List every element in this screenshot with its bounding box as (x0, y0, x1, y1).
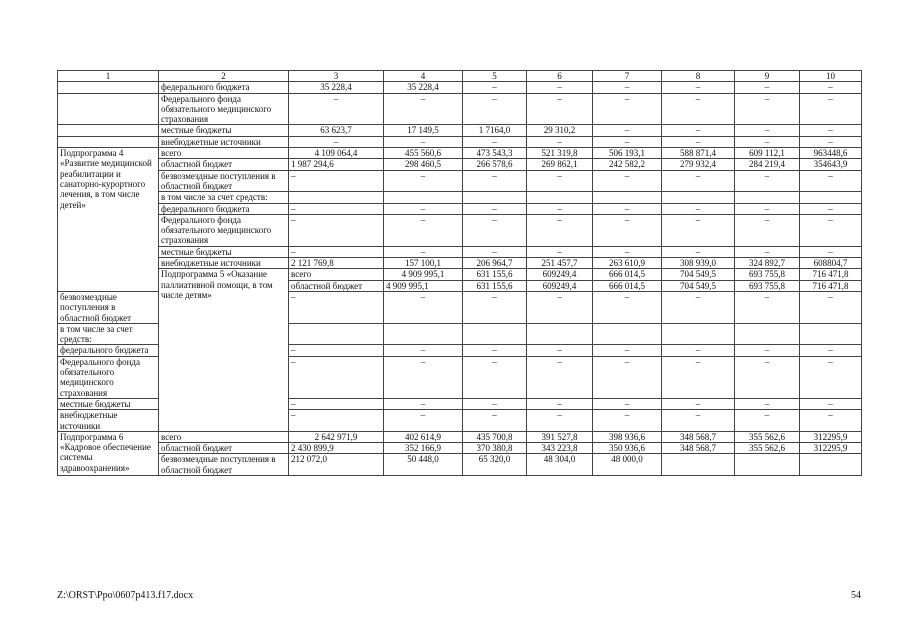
program-cell: местные бюджеты (159, 246, 289, 257)
table-row (58, 159, 862, 170)
value-cell: 263 610,9 (593, 258, 662, 269)
value-cell: 716 471,8 (800, 280, 862, 291)
col-header: 2 (159, 71, 289, 82)
value-cell: 35 228,4 (384, 82, 463, 93)
value-cell: 693 755,8 (735, 269, 800, 280)
funding-source-label: – (289, 203, 384, 214)
file-path: Z:\ORST\Ppo\0607p413.f17.docx (57, 590, 194, 601)
value-cell: 352 166,9 (384, 443, 463, 454)
value-cell: 312295,9 (800, 443, 862, 454)
value-cell: 348 568,7 (662, 443, 735, 454)
value-cell: 398 936,6 (593, 431, 662, 442)
value-cell: 157 100,1 (384, 258, 463, 269)
value-cell: 609 112,1 (735, 148, 800, 159)
budget-table (57, 70, 862, 476)
value-cell: – (384, 170, 463, 192)
value-cell (662, 323, 735, 345)
value-cell: – (593, 93, 662, 125)
value-cell: – (735, 125, 800, 136)
value-cell: 279 932,4 (662, 159, 735, 170)
value-cell: – (289, 136, 384, 147)
value-cell: 312295,9 (800, 431, 862, 442)
value-cell: – (463, 136, 527, 147)
value-cell: – (662, 356, 735, 398)
value-cell: – (527, 136, 593, 147)
value-cell: 1 7164,0 (463, 125, 527, 136)
value-cell: 251 457,7 (527, 258, 593, 269)
value-cell (662, 192, 735, 203)
value-cell: – (735, 93, 800, 125)
value-cell: – (800, 246, 862, 257)
table-row (58, 82, 862, 93)
value-cell: – (735, 170, 800, 192)
value-cell: – (463, 203, 527, 214)
value-cell: – (593, 125, 662, 136)
table-row (58, 125, 862, 136)
table-row (58, 269, 862, 280)
value-cell: – (662, 214, 735, 246)
funding-source-label: – (289, 398, 384, 409)
value-cell: – (800, 345, 862, 356)
value-cell: – (593, 170, 662, 192)
value-cell: – (662, 203, 735, 214)
value-cell: – (735, 203, 800, 214)
value-cell: 963448,6 (800, 148, 862, 159)
value-cell: – (463, 398, 527, 409)
col-header: 10 (800, 71, 862, 82)
value-cell: 48 000,0 (593, 454, 662, 476)
program-cell: местные бюджеты (58, 398, 159, 409)
value-cell: – (384, 345, 463, 356)
value-cell: 298 460,5 (384, 159, 463, 170)
value-cell: – (384, 398, 463, 409)
value-cell: 269 862,1 (527, 159, 593, 170)
program-cell (58, 136, 159, 147)
value-cell (593, 192, 662, 203)
value-cell: 242 582,2 (593, 159, 662, 170)
value-cell: – (593, 82, 662, 93)
value-cell: – (800, 291, 862, 323)
table-row (58, 214, 862, 246)
value-cell: 35 228,4 (289, 82, 384, 93)
value-cell: – (735, 214, 800, 246)
value-cell: 355 562,6 (735, 443, 800, 454)
value-cell: 324 892,7 (735, 258, 800, 269)
program-cell: областной бюджет (159, 443, 289, 454)
value-cell: – (527, 203, 593, 214)
funding-source-label: всего (159, 148, 289, 159)
value-cell: – (593, 410, 662, 432)
value-cell: – (800, 125, 862, 136)
col-header: 6 (527, 71, 593, 82)
value-cell: – (593, 291, 662, 323)
value-cell: 473 543,3 (463, 148, 527, 159)
value-cell: – (662, 410, 735, 432)
funding-source-label: внебюджетные источники (159, 136, 289, 147)
funding-source-label: всего (289, 269, 384, 280)
value-cell: – (527, 170, 593, 192)
value-cell: – (463, 356, 527, 398)
value-cell (735, 192, 800, 203)
funding-source-label: 4 909 995,1 (384, 280, 463, 291)
value-cell: 4 909 995,1 (384, 269, 463, 280)
value-cell: – (593, 246, 662, 257)
value-cell: – (800, 410, 862, 432)
table-row (58, 136, 862, 147)
program-cell: безвозмездные поступления в областной бюджет (159, 170, 289, 192)
table-row (58, 246, 862, 257)
value-cell: 609249,4 (527, 280, 593, 291)
value-cell: – (384, 203, 463, 214)
value-cell: – (384, 291, 463, 323)
value-cell: 704 549,5 (662, 269, 735, 280)
value-cell: 693 755,8 (735, 280, 800, 291)
col-header: 5 (463, 71, 527, 82)
value-cell: 308 939,0 (662, 258, 735, 269)
value-cell (527, 323, 593, 345)
value-cell: – (384, 246, 463, 257)
program-cell (58, 93, 159, 125)
value-cell: – (463, 82, 527, 93)
value-cell (384, 323, 463, 345)
value-cell: 704 549,5 (662, 280, 735, 291)
value-cell (662, 454, 735, 476)
value-cell (384, 192, 463, 203)
value-cell: 17 149,5 (384, 125, 463, 136)
program-cell: внебюджетные источники (159, 258, 289, 269)
value-cell: 50 448,0 (384, 454, 463, 476)
value-cell: – (593, 203, 662, 214)
program-cell: федерального бюджета (58, 345, 159, 356)
value-cell: 63 623,7 (289, 125, 384, 136)
program-cell: в том числе за счет средств: (58, 323, 159, 345)
value-cell: – (463, 170, 527, 192)
program-cell: федерального бюджета (159, 203, 289, 214)
value-cell: – (800, 398, 862, 409)
funding-source-label: – (289, 410, 384, 432)
value-cell: – (735, 291, 800, 323)
value-cell: – (527, 356, 593, 398)
value-cell: – (463, 345, 527, 356)
funding-source-label: 2 430 899,9 (289, 443, 384, 454)
value-cell: – (593, 398, 662, 409)
value-cell: 588 871,4 (662, 148, 735, 159)
value-cell: 631 155,6 (463, 269, 527, 280)
funding-source-label: федерального бюджета (159, 82, 289, 93)
value-cell: 350 936,6 (593, 443, 662, 454)
value-cell: – (662, 82, 735, 93)
funding-source-label: – (289, 170, 384, 192)
value-cell: – (593, 356, 662, 398)
value-cell (800, 323, 862, 345)
value-cell: 370 380,8 (463, 443, 527, 454)
funding-source-label: – (289, 291, 384, 323)
table-row (58, 431, 862, 442)
value-cell: – (662, 93, 735, 125)
value-cell: – (735, 398, 800, 409)
table-row (58, 170, 862, 192)
funding-source-label: – (289, 356, 384, 398)
value-cell: 355 562,6 (735, 431, 800, 442)
value-cell: 284 219,4 (735, 159, 800, 170)
funding-source-label (289, 323, 384, 345)
value-cell (735, 454, 800, 476)
program-cell (58, 125, 159, 136)
funding-source-label: 2 121 769,8 (289, 258, 384, 269)
program-cell (58, 82, 159, 93)
program-cell: областной бюджет (159, 159, 289, 170)
funding-source-label: – (289, 214, 384, 246)
funding-source-label: – (289, 345, 384, 356)
value-cell: – (527, 345, 593, 356)
value-cell: – (527, 93, 593, 125)
funding-source-label: – (289, 246, 384, 257)
value-cell: – (800, 136, 862, 147)
value-cell: – (800, 170, 862, 192)
value-cell: – (527, 291, 593, 323)
table-row (58, 148, 862, 159)
value-cell: 631 155,6 (463, 280, 527, 291)
value-cell: – (662, 291, 735, 323)
program-cell: Федерального фонда обязательного медицинского страхования (159, 214, 289, 246)
value-cell: 435 700,8 (463, 431, 527, 442)
value-cell: – (800, 93, 862, 125)
value-cell: 266 578,6 (463, 159, 527, 170)
table-row (58, 454, 862, 476)
value-cell: 4 109 064,4 (289, 148, 384, 159)
value-cell: 348 568,7 (662, 431, 735, 442)
page-number: 54 (851, 590, 861, 601)
value-cell: 354643,9 (800, 159, 862, 170)
value-cell: – (735, 356, 800, 398)
col-header: 9 (735, 71, 800, 82)
program-cell: безвозмездные поступления в областной бюджет (159, 454, 289, 476)
program-cell: внебюджетные источники (58, 410, 159, 432)
program-cell: в том числе за счет средств: (159, 192, 289, 203)
value-cell: 65 320,0 (463, 454, 527, 476)
value-cell: – (800, 82, 862, 93)
col-header: 3 (289, 71, 384, 82)
value-cell: 343 223,8 (527, 443, 593, 454)
value-cell: – (384, 214, 463, 246)
value-cell: 521 319,8 (527, 148, 593, 159)
value-cell: – (527, 410, 593, 432)
funding-source-label: всего (159, 431, 289, 442)
col-header: 1 (58, 71, 159, 82)
value-cell (527, 192, 593, 203)
value-cell: 608804,7 (800, 258, 862, 269)
header-row (58, 71, 862, 82)
value-cell: – (662, 398, 735, 409)
value-cell: 506 193,1 (593, 148, 662, 159)
table-row (58, 443, 862, 454)
value-cell: – (527, 82, 593, 93)
value-cell: – (527, 398, 593, 409)
value-cell: – (384, 410, 463, 432)
program-cell: Федерального фонда обязательного медицинского страхования (58, 356, 159, 398)
funding-source-label: 212 072,0 (289, 454, 384, 476)
col-header: 4 (384, 71, 463, 82)
table-row (58, 258, 862, 269)
value-cell: – (735, 410, 800, 432)
funding-source-label: местные бюджеты (159, 125, 289, 136)
value-cell: – (800, 214, 862, 246)
value-cell: – (662, 125, 735, 136)
value-cell: 391 527,8 (527, 431, 593, 442)
value-cell: – (289, 93, 384, 125)
col-header: 7 (593, 71, 662, 82)
table-row (58, 203, 862, 214)
value-cell (593, 323, 662, 345)
value-cell: – (735, 246, 800, 257)
value-cell: – (463, 214, 527, 246)
value-cell: – (800, 203, 862, 214)
value-cell: 48 304,0 (527, 454, 593, 476)
value-cell: – (527, 214, 593, 246)
value-cell: – (593, 214, 662, 246)
value-cell: – (800, 356, 862, 398)
value-cell (463, 192, 527, 203)
value-cell: – (463, 246, 527, 257)
value-cell: 609249,4 (527, 269, 593, 280)
value-cell: – (527, 246, 593, 257)
program-cell: областной бюджет (289, 280, 384, 291)
value-cell: – (593, 345, 662, 356)
value-cell: 2 642 971,9 (289, 431, 384, 442)
value-cell: – (735, 345, 800, 356)
value-cell (735, 323, 800, 345)
program-cell: безвозмездные поступления в областной бюджет (58, 291, 159, 323)
value-cell: 206 964,7 (463, 258, 527, 269)
value-cell: 666 014,5 (593, 269, 662, 280)
value-cell: 455 560,6 (384, 148, 463, 159)
value-cell: – (463, 410, 527, 432)
value-cell: – (735, 136, 800, 147)
value-cell: 29 310,2 (527, 125, 593, 136)
funding-source-label (289, 192, 384, 203)
subprogram-name: Подпрограмма 5 «Оказание паллиативной помощи, в том числе детям» (159, 269, 289, 431)
subprogram-name: Подпрограмма 4 «Развитие медицинской реабилитации и санаторно-курортного лечения, в том числе детей» (58, 148, 159, 292)
value-cell: – (662, 170, 735, 192)
value-cell: – (662, 136, 735, 147)
value-cell (800, 454, 862, 476)
value-cell: – (735, 82, 800, 93)
value-cell: – (384, 356, 463, 398)
funding-source-label: 1 987 294,6 (289, 159, 384, 170)
subprogram-name: Подпрограмма 6 «Кадровое обеспечение системы здравоохранения» (58, 431, 159, 475)
table-row (58, 192, 862, 203)
value-cell: – (662, 246, 735, 257)
value-cell: – (463, 93, 527, 125)
value-cell: 716 471,8 (800, 269, 862, 280)
funding-source-label: Федерального фонда обязательного медицинского страхования (159, 93, 289, 125)
table-row (58, 93, 862, 125)
col-header: 8 (662, 71, 735, 82)
value-cell: – (662, 345, 735, 356)
value-cell: – (593, 136, 662, 147)
value-cell: 666 014,5 (593, 280, 662, 291)
value-cell: 402 614,9 (384, 431, 463, 442)
value-cell (800, 192, 862, 203)
value-cell: – (463, 291, 527, 323)
table-body (58, 71, 862, 476)
value-cell: – (384, 93, 463, 125)
value-cell: – (384, 136, 463, 147)
value-cell (463, 323, 527, 345)
